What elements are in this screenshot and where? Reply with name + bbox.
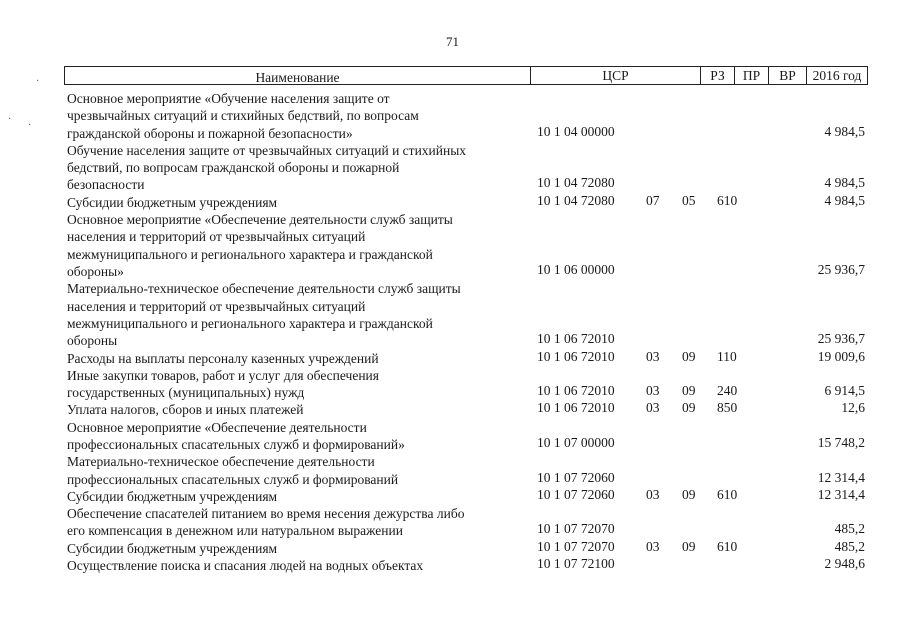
row-amount: 4 984,5 xyxy=(824,192,865,208)
row-name xyxy=(67,194,537,211)
row-name-line: Основное мероприятие «Обеспечение деятельности служб защиты xyxy=(67,212,453,228)
header-year: 2016 год xyxy=(812,68,862,83)
row-name-line: государственных (муниципальных) нужд xyxy=(67,385,305,401)
row-amount: 12 314,4 xyxy=(817,469,865,485)
margin-mark: · xyxy=(8,114,12,125)
row-pr: 09 xyxy=(682,538,696,554)
margin-mark: · xyxy=(28,120,32,131)
row-name-line: обороны» xyxy=(67,263,124,279)
row-amount: 485,2 xyxy=(834,538,865,554)
row-vr: 110 xyxy=(717,348,737,364)
row-name-line: Расходы на выплаты персоналу казенных учреждений xyxy=(67,350,379,366)
row-name-line: населения и территорий от чрезвычайных ситуаций xyxy=(67,298,366,314)
row-name xyxy=(67,557,537,574)
row-name-line: Основное мероприятие «Обеспечение деятельности xyxy=(67,419,367,435)
row-name xyxy=(67,280,537,349)
row-name-line: межмуниципального и регионального характера и гражданской xyxy=(67,246,433,262)
row-vr: 610 xyxy=(717,486,738,502)
page-number: 71 xyxy=(446,34,459,49)
header-rz: РЗ xyxy=(701,67,735,84)
header-vr: ВР xyxy=(769,67,807,84)
row-name xyxy=(67,488,537,505)
row-name xyxy=(67,419,537,454)
table-header xyxy=(64,66,868,85)
row-name xyxy=(67,401,537,418)
row-name xyxy=(67,211,537,280)
row-name xyxy=(67,453,537,488)
row-pr: 09 xyxy=(682,348,696,364)
row-amount: 485,2 xyxy=(834,521,865,537)
row-csr: 10 1 07 72100 xyxy=(537,556,615,572)
row-amount: 19 009,6 xyxy=(817,348,865,364)
row-amount: 4 984,5 xyxy=(824,123,865,139)
row-name-line: Обучение населения защите от чрезвычайных ситуаций и стихийных xyxy=(67,142,467,158)
row-name-line: населения и территорий от чрезвычайных ситуаций xyxy=(67,229,366,245)
row-pr: 09 xyxy=(682,400,696,416)
row-name-line: Субсидии бюджетным учреждениям xyxy=(67,194,278,210)
row-name-line: Основное мероприятие «Обучение населения защите от xyxy=(67,91,390,106)
row-vr: 850 xyxy=(717,400,738,416)
row-name xyxy=(67,350,537,367)
row-csr: 10 1 07 72060 xyxy=(537,486,615,502)
row-name-line: Материально-техническое обеспечение деятельности xyxy=(67,454,375,470)
row-name xyxy=(67,142,537,194)
row-amount: 15 748,2 xyxy=(817,434,865,450)
row-name-line: его компенсация в денежном или натуральном выражении xyxy=(67,523,403,539)
row-csr: 10 1 04 00000 xyxy=(537,123,615,139)
row-rz: 07 xyxy=(646,192,660,208)
margin-mark: · xyxy=(36,76,40,87)
row-name-line: Уплата налогов, сборов и иных платежей xyxy=(67,402,304,418)
row-amount: 25 936,7 xyxy=(817,331,865,347)
row-name-line: бедствий, по вопросам гражданской обороны и пожарной xyxy=(67,160,400,176)
row-name-line: безопасности xyxy=(67,177,145,193)
row-amount: 12 314,4 xyxy=(817,486,865,502)
row-rz: 03 xyxy=(646,383,660,399)
row-name-line: Иные закупки товаров, работ и услуг для обеспечения xyxy=(67,367,379,383)
row-amount: 25 936,7 xyxy=(817,261,865,277)
row-csr: 10 1 06 72010 xyxy=(537,331,615,347)
row-csr: 10 1 07 72070 xyxy=(537,538,615,554)
row-name-line: Осуществление поиска и спасания людей на водных объектах xyxy=(67,558,424,574)
row-csr: 10 1 06 72010 xyxy=(537,400,615,416)
row-csr: 10 1 07 72060 xyxy=(537,469,615,485)
row-csr: 10 1 06 72010 xyxy=(537,383,615,399)
row-name xyxy=(67,367,537,402)
row-rz: 03 xyxy=(646,400,660,416)
row-name-line: Обеспечение спасателей питанием во время несения дежурства либо xyxy=(67,506,465,522)
row-rz: 03 xyxy=(646,348,660,364)
row-name-line: обороны xyxy=(67,333,118,349)
row-name-line: чрезвычайных ситуаций и стихийных бедствий, по вопросам xyxy=(67,108,419,124)
row-pr: 09 xyxy=(682,383,696,399)
row-name-line: гражданской обороны и пожарной безопасности» xyxy=(67,125,353,141)
header-pr: ПР xyxy=(735,67,769,84)
row-rz: 03 xyxy=(646,538,660,554)
row-name-line: Материально-техническое обеспечение деятельности служб защиты xyxy=(67,281,461,297)
row-amount: 6 914,5 xyxy=(824,383,865,399)
row-csr: 10 1 07 72070 xyxy=(537,521,615,537)
row-name xyxy=(67,505,537,540)
row-vr: 610 xyxy=(717,192,738,208)
row-name-line: профессиональных спасательных служб и формирований» xyxy=(67,436,405,452)
header-csr: ЦСР xyxy=(531,67,701,84)
row-csr: 10 1 04 72080 xyxy=(537,175,615,191)
row-amount: 2 948,6 xyxy=(824,556,865,572)
row-name xyxy=(67,540,537,557)
row-vr: 610 xyxy=(717,538,738,554)
row-csr: 10 1 04 72080 xyxy=(537,192,615,208)
row-amount: 12,6 xyxy=(841,400,865,416)
row-name-line: Субсидии бюджетным учреждениям xyxy=(67,540,278,556)
row-name-line: Субсидии бюджетным учреждениям xyxy=(67,488,278,504)
header-name: Наименование xyxy=(65,67,531,84)
row-name-line: профессиональных спасательных служб и формирований xyxy=(67,471,399,487)
row-rz: 03 xyxy=(646,486,660,502)
row-csr: 10 1 06 00000 xyxy=(537,261,615,277)
row-csr: 10 1 07 00000 xyxy=(537,434,615,450)
row-pr: 09 xyxy=(682,486,696,502)
row-csr: 10 1 06 72010 xyxy=(537,348,615,364)
row-amount: 4 984,5 xyxy=(824,175,865,191)
row-name-line: межмуниципального и регионального характера и гражданской xyxy=(67,315,433,331)
row-vr: 240 xyxy=(717,383,738,399)
row-name xyxy=(67,90,537,142)
row-pr: 05 xyxy=(682,192,696,208)
